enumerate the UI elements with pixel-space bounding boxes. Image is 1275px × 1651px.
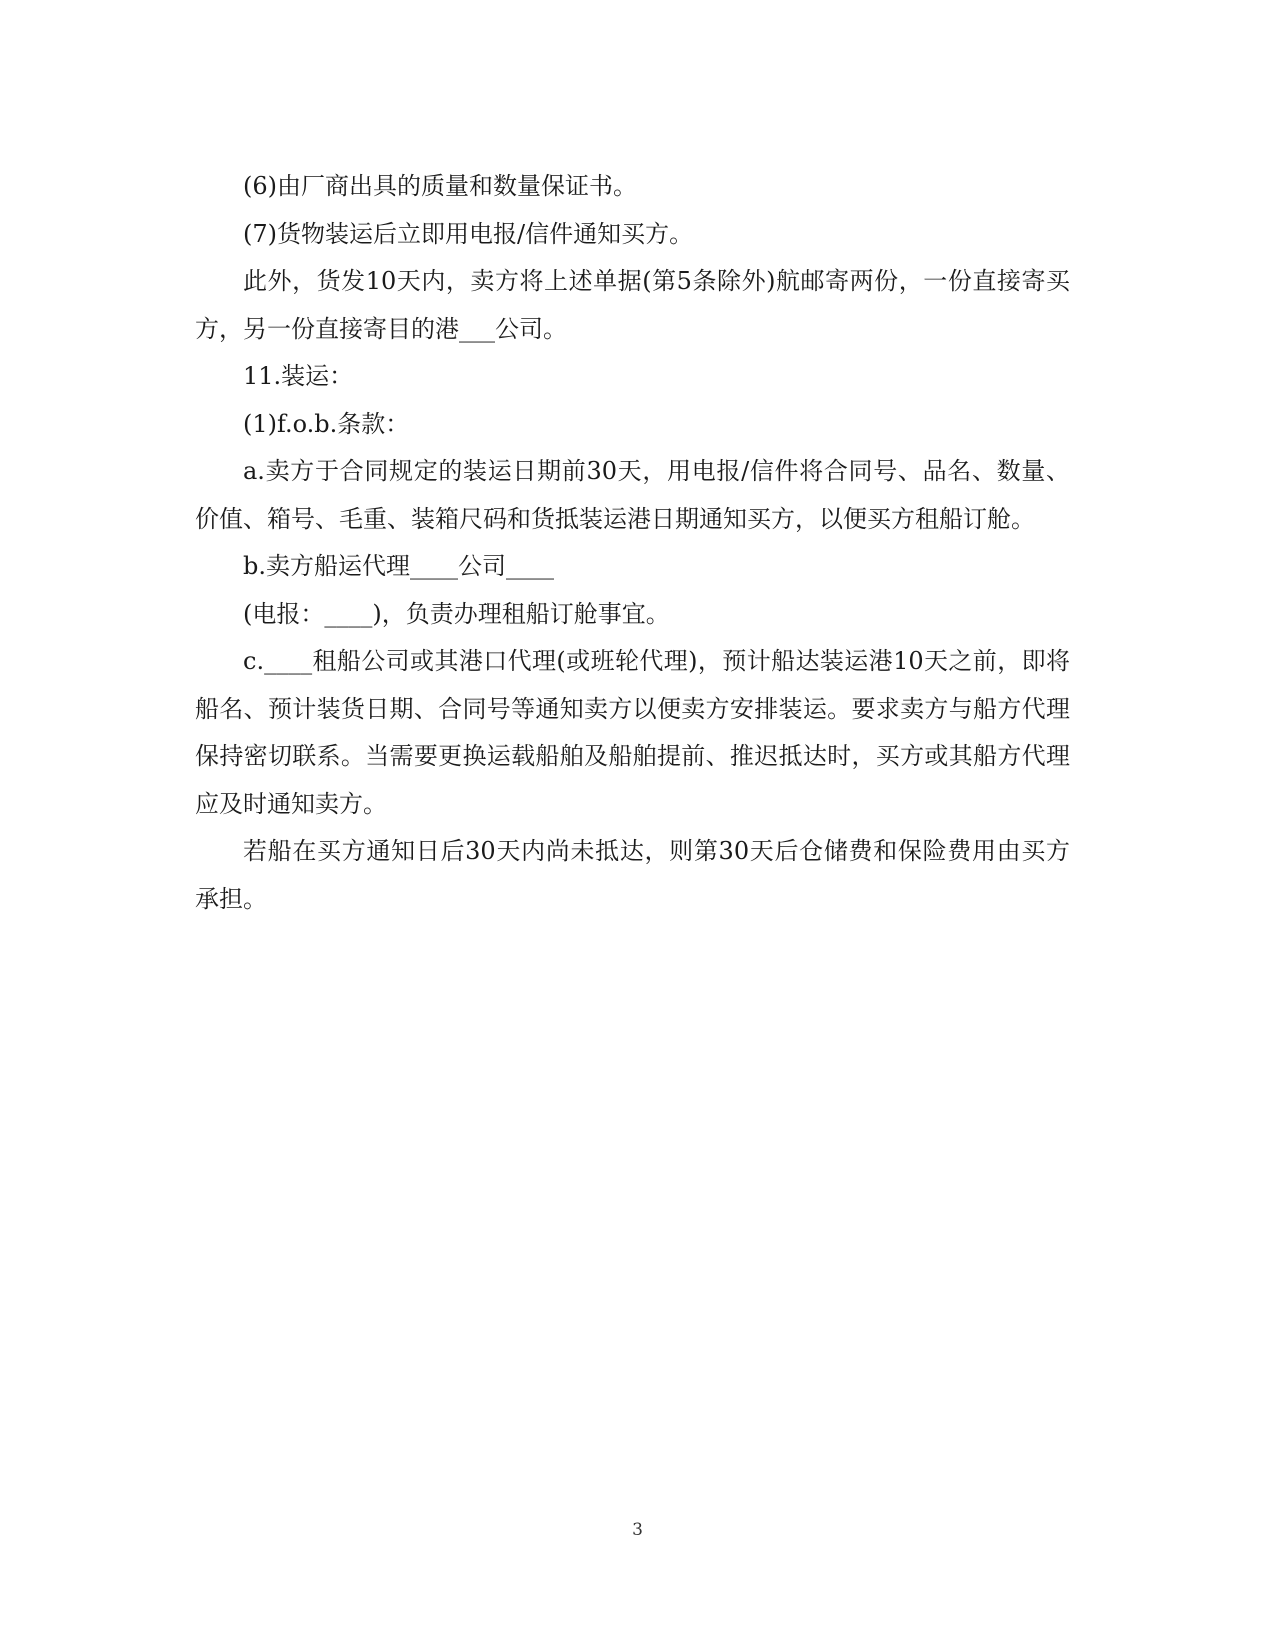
section-heading-shipment: 11.装运： — [243, 362, 354, 390]
paragraph-item-a: a.卖方于合同规定的装运日期前30天，用电报/信件将合同号、品名、数量、价值、箱号、毛重、装箱尺码和货抵装运港日期通知买方，以便买方租船订舱。 — [195, 457, 1070, 533]
paragraph-clause-6: (6)由厂商出具的质量和数量保证书。 — [243, 172, 637, 200]
paragraph-storage-costs: 若船在买方通知日后30天内尚未抵达，则第30天后仓储费和保险费用由买方承担。 — [195, 837, 1070, 913]
document-body — [195, 163, 1070, 923]
paragraph-item-b: b.卖方船运代理____公司____ — [243, 552, 554, 580]
paragraph-item-c: c.____租船公司或其港口代理(或班轮代理)，预计船达装运港10天之前，即将船名、预计装货日期、合同号等通知卖方以便卖方安排装运。要求卖方与船方代理保持密切联系。当需要更换运载船舶及船舶提前、推迟抵达时，买方或其船方代理应及时通知卖方。 — [195, 647, 1070, 818]
paragraph-telegram: (电报：____)，负责办理租船订舱事宜。 — [243, 599, 670, 628]
paragraph-clause-7: (7)货物装运后立即用电报/信件通知买方。 — [243, 219, 694, 248]
paragraph-document-mailing: 此外，货发10天内，卖方将上述单据(第5条除外)航邮寄两份，一份直接寄买方，另一份直接寄目的港___公司。 — [195, 267, 1070, 343]
page-number: 3 — [632, 1520, 643, 1540]
subheading-fob-terms: (1)f.o.b.条款： — [243, 409, 410, 438]
